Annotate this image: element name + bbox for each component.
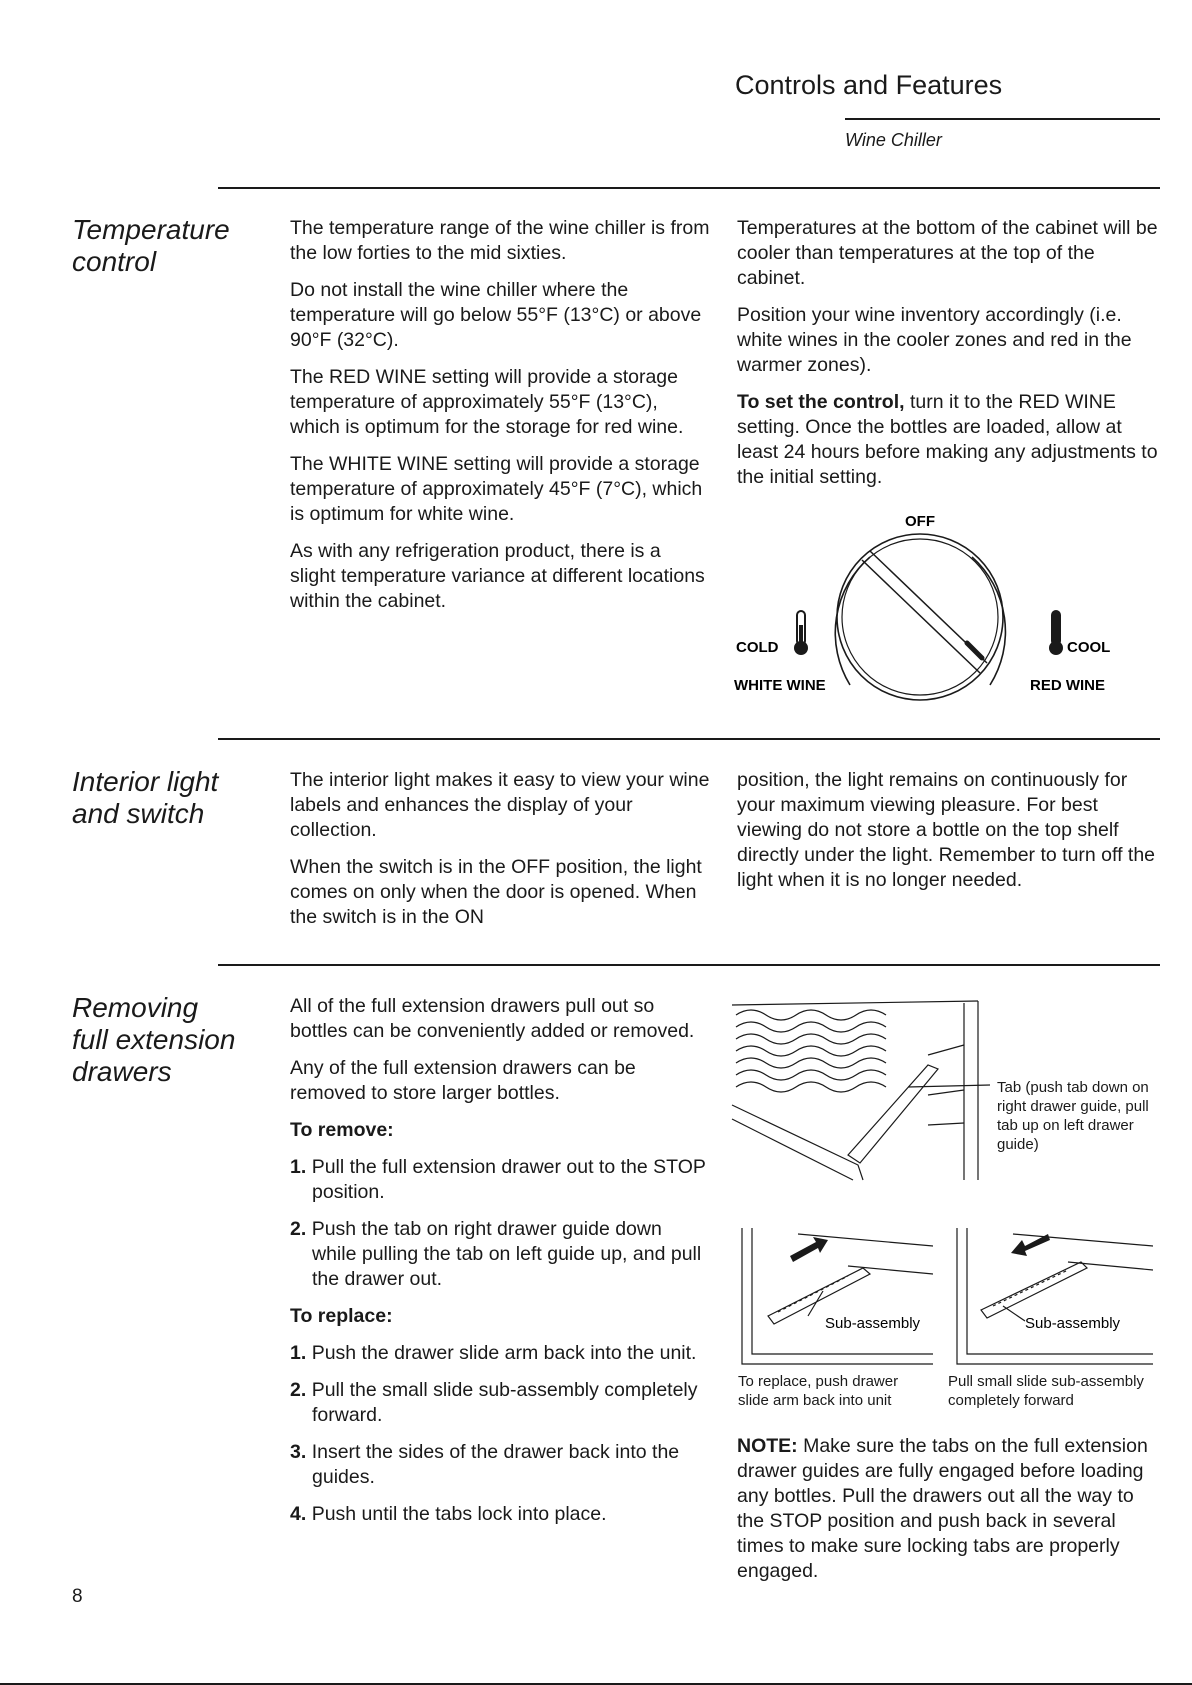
step-text: Push the drawer slide arm back into the unit.	[311, 1342, 697, 1364]
note-paragraph	[737, 1434, 1165, 1596]
set-control-text: turn it to the RED WINE setting. Once the bottles are loaded, allow at least 24 hours before making any adjustments to the initial setting.	[737, 391, 1158, 488]
title-line: and switch	[72, 798, 205, 829]
title-line: drawers	[72, 1056, 172, 1087]
note	[737, 1434, 1165, 1584]
step-text: Pull the small slide sub-assembly completely forward.	[311, 1379, 698, 1426]
step-number: 1.	[290, 1156, 307, 1178]
replace-heading-text: To replace:	[290, 1305, 393, 1327]
title-line: Removing	[72, 992, 199, 1023]
step-number: 1.	[290, 1342, 307, 1364]
paragraph: As with any refrigeration product, there is a slight temperature variance at different locations within the cabinet.	[290, 540, 705, 612]
step-number: 3.	[290, 1441, 307, 1463]
step-text: Push the tab on right drawer guide down while pulling the tab on left guide up, and pull the drawer out.	[311, 1218, 702, 1290]
dial-pointer	[967, 643, 982, 658]
paragraph: Do not install the wine chiller where the temperature will go below 55°F (13°C) or above 90°F (32°C).	[290, 279, 702, 351]
dial-right-arc	[972, 557, 1005, 685]
tab-callout: Tab (push tab down on right drawer guide, pull tab up on left drawer guide)	[997, 1079, 1149, 1153]
replace-heading	[290, 1304, 710, 1329]
dial-label-cool: COOL	[1067, 639, 1111, 656]
section-divider	[218, 187, 1160, 189]
step-text: Push until the tabs lock into place.	[311, 1503, 607, 1525]
push-arrow-icon	[790, 1237, 828, 1262]
pull-arrow-icon	[1011, 1234, 1050, 1256]
set-control-paragraph	[737, 390, 1165, 490]
step-number: 2.	[290, 1379, 307, 1401]
title-line: Interior light	[72, 766, 219, 797]
step-number: 2.	[290, 1218, 307, 1240]
paragraph: Position your wine inventory accordingly (i.e. white wines in the cooler zones and red in the warmer zones).	[737, 304, 1132, 376]
step-text: Insert the sides of the drawer back into the guides.	[311, 1441, 680, 1488]
thermometer-cool-icon	[1049, 611, 1063, 655]
set-control-bold: To set the control,	[737, 391, 905, 413]
temperature-left-column	[290, 216, 710, 626]
paragraph: The temperature range of the wine chiller is from the low forties to the mid sixties.	[290, 217, 710, 264]
page-header-subtitle: Wine Chiller	[845, 130, 942, 150]
title-line: full extension	[72, 1024, 236, 1055]
dial-grip-line	[862, 560, 980, 673]
remove-step	[290, 1155, 710, 1205]
paragraph: position, the light remains on continuously for your maximum viewing pleasure. For best viewing do not store a bottle on the top shelf directly under the light. Remember to turn off the light when it is no longer needed.	[737, 769, 1156, 891]
caption-sub-assembly: Pull small slide sub-assembly completely forward	[948, 1373, 1144, 1409]
sub-assembly-illustration	[953, 1226, 1153, 1366]
paragraph: When the switch is in the OFF position, the light comes on only when the door is opened. When the switch is in the ON	[290, 856, 702, 928]
section-title-interior-light	[72, 766, 252, 830]
section-divider	[218, 964, 1160, 966]
remove-heading-text: To remove:	[290, 1119, 394, 1141]
thermometer-cold-icon	[794, 611, 808, 655]
title-line: control	[72, 246, 157, 277]
temperature-dial-diagram	[730, 505, 1120, 705]
caption-replace: To replace, push drawer slide arm back into unit	[738, 1373, 899, 1409]
page-header-title: Controls and Features	[735, 70, 1003, 100]
temperature-right-column	[737, 216, 1165, 502]
title-line: Temperature	[72, 214, 230, 245]
interior-right-column	[737, 768, 1165, 905]
note-bold: NOTE:	[737, 1435, 798, 1457]
replace-slide-illustration	[738, 1226, 933, 1366]
note-text: Make sure the tabs on the full extension drawer guides are fully engaged before loading any bottles. Pull the drawers out all the way to the STOP position and push back in several times to make sure locking tabs are properly engaged.	[737, 1435, 1148, 1582]
dial-label-cold: COLD	[736, 639, 779, 656]
replace-step	[290, 1440, 710, 1490]
sub-assembly-label-right: Sub-assembly	[1025, 1315, 1121, 1332]
dial-label-off: OFF	[905, 513, 935, 530]
paragraph: The interior light makes it easy to view your wine labels and enhances the display of your collection.	[290, 769, 710, 841]
sub-assembly-label-left: Sub-assembly	[825, 1315, 921, 1332]
drawer-rack-illustration	[728, 995, 990, 1185]
step-number: 4.	[290, 1503, 307, 1525]
replace-step	[290, 1341, 710, 1366]
section-divider	[218, 738, 1160, 740]
dial-label-red-wine: RED WINE	[1030, 677, 1105, 694]
dial-knob-outer	[837, 534, 1003, 700]
drawers-left-column	[290, 994, 710, 1539]
paragraph: The WHITE WINE setting will provide a storage temperature of approximately 45°F (7°C), which is optimum for white wine.	[290, 453, 703, 525]
page-number: 8	[72, 1586, 83, 1607]
paragraph: Temperatures at the bottom of the cabinet will be cooler than temperatures at the top of the cabinet.	[737, 217, 1158, 289]
section-title-temperature	[72, 214, 252, 278]
section-title-drawers	[72, 992, 252, 1088]
interior-left-column	[290, 768, 710, 942]
header-rule	[845, 118, 1160, 120]
remove-step	[290, 1217, 710, 1292]
replace-step	[290, 1378, 710, 1428]
paragraph: All of the full extension drawers pull out so bottles can be conveniently added or removed.	[290, 995, 695, 1042]
paragraph: The RED WINE setting will provide a storage temperature of approximately 55°F (13°C), which is optimum for the storage for red wine.	[290, 366, 684, 438]
paragraph: Any of the full extension drawers can be removed to store larger bottles.	[290, 1057, 636, 1104]
step-text: Pull the full extension drawer out to the STOP position.	[311, 1156, 706, 1203]
remove-heading	[290, 1118, 710, 1143]
replace-step	[290, 1502, 710, 1527]
dial-label-white-wine: WHITE WINE	[734, 677, 826, 694]
